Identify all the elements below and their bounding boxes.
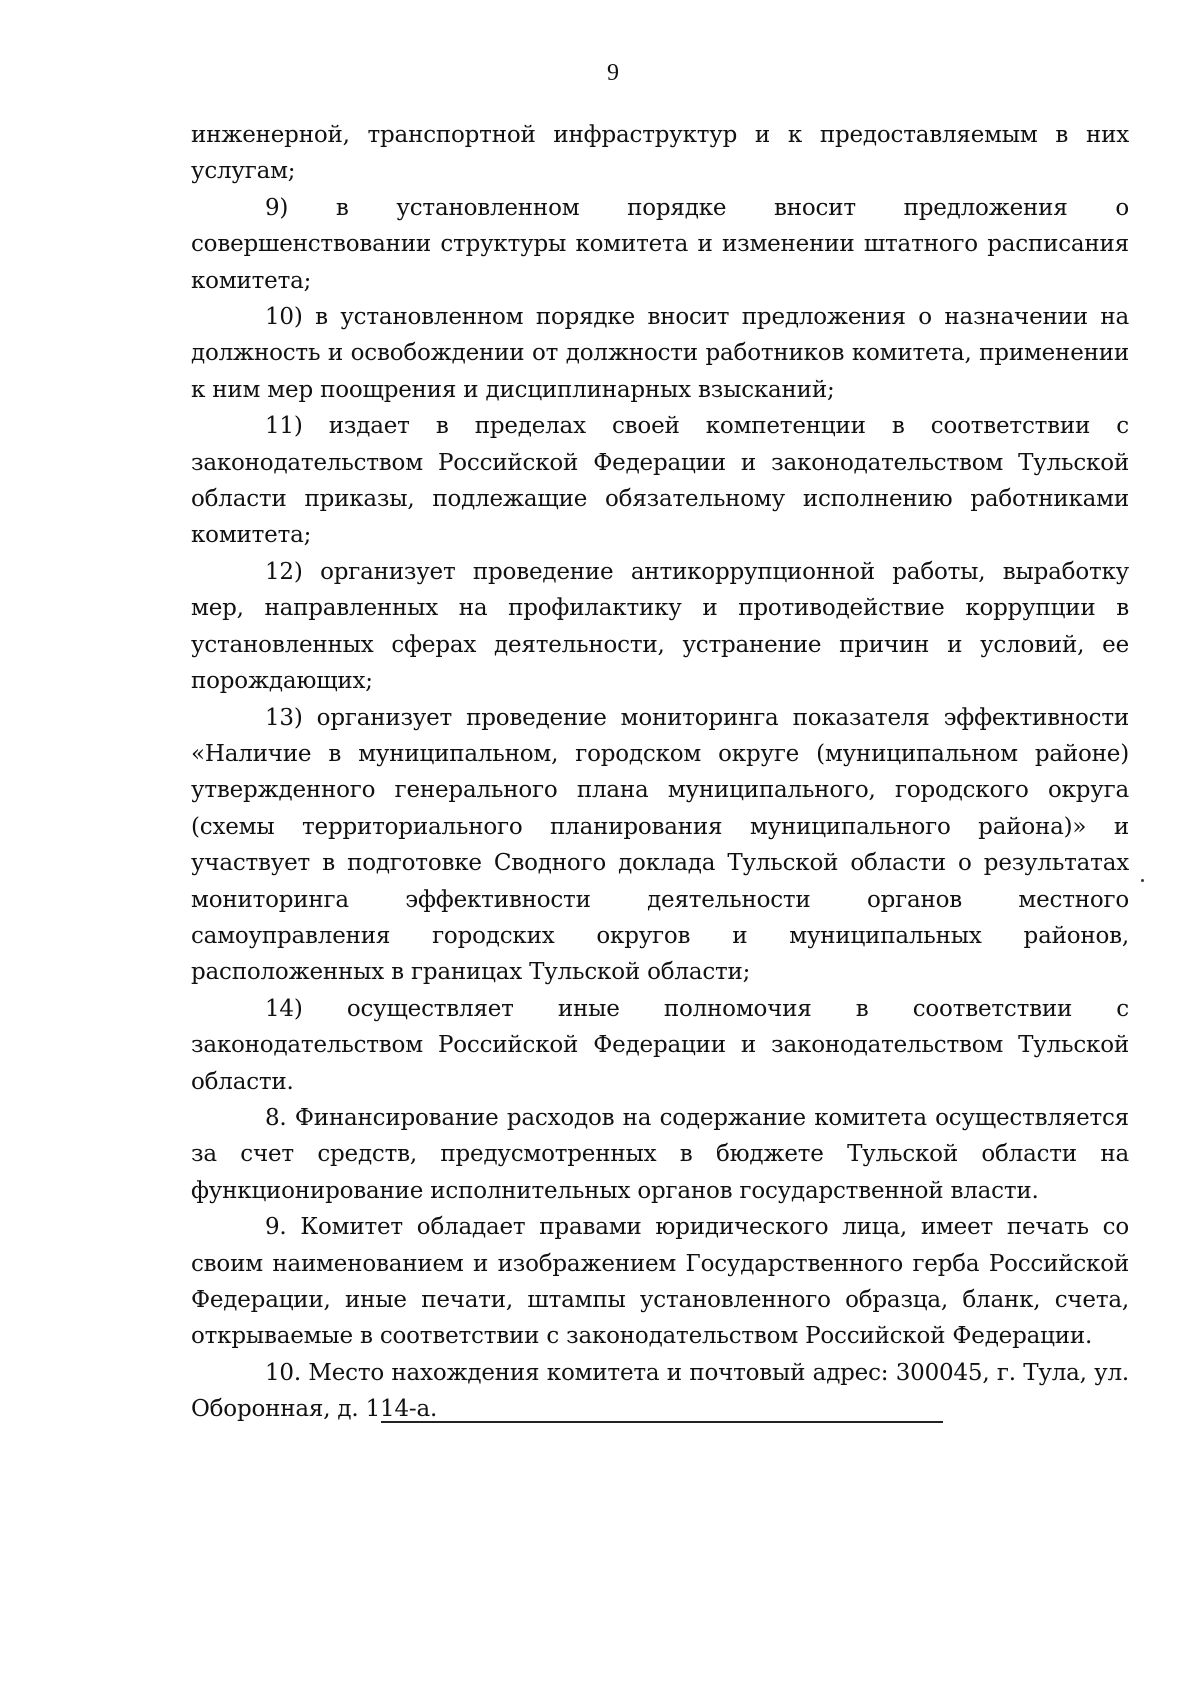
paragraph-section-10: 10. Место нахождения комитета и почтовый адрес: 300045, г. Тула, ул. Оборонная, д. 114-а. xyxy=(191,1359,1129,1423)
paragraph-item-12: 12) организует проведение антикоррупционной работы, выработку мер, направленных на профилактику и противодействие коррупции в установленных сферах деятельности, устранение причин и условий, ее порождающих; xyxy=(191,558,1129,695)
scan-artifact-dot xyxy=(1141,879,1144,882)
paragraph-item-13: 13) организует проведение мониторинга показателя эффективности «Наличие в муниципальном, городском округе (муниципальном районе) утвержденного генерального плана муниципального, городского округа (схемы территориального планирования муниципального района)» и участвует в подготовке Сводного доклада Тульской области о результатах мониторинга эффективности деятельности органов местного самоуправления городских округов и муниципальных районов, расположенных в границах Тульской области; xyxy=(191,704,1129,986)
paragraph-section-8: 8. Финансирование расходов на содержание комитета осуществляется за счет средств, предусмотренных в бюджете Тульской области на функционирование исполнительных органов государственной власти. xyxy=(191,1104,1129,1204)
paragraph-item-14: 14) осуществляет иные полномочия в соответствии с законодательством Российской Федерации и законодательством Тульской области. xyxy=(191,995,1129,1095)
paragraph-continuation: инженерной, транспортной инфраструктур и к предоставляемым в них услугам; xyxy=(191,122,1129,185)
page-number: 9 xyxy=(607,60,619,86)
paragraph-item-10: 10) в установленном порядке вносит предложения о назначении на должность и освобождении от должности работников комитета, применении к ним мер поощрения и дисциплинарных взысканий; xyxy=(191,304,1129,403)
document-body xyxy=(191,117,1129,1428)
document-end-rule xyxy=(381,1421,943,1423)
paragraph-section-9: 9. Комитет обладает правами юридического лица, имеет печать со своим наименованием и изображением Государственного герба Российской Федерации, иные печати, штампы установленного образца, бланк, счета, открываемые в соответствии с законодательством Российской Федерации. xyxy=(191,1214,1129,1350)
paragraph-item-11: 11) издает в пределах своей компетенции в соответствии с законодательством Российской Федерации и законодательством Тульской области приказы, подлежащие обязательному исполнению работниками комитета; xyxy=(191,413,1129,549)
paragraph-item-9: 9) в установленном порядке вносит предложения о совершенствовании структуры комитета и изменении штатного расписания комитета; xyxy=(191,194,1129,294)
